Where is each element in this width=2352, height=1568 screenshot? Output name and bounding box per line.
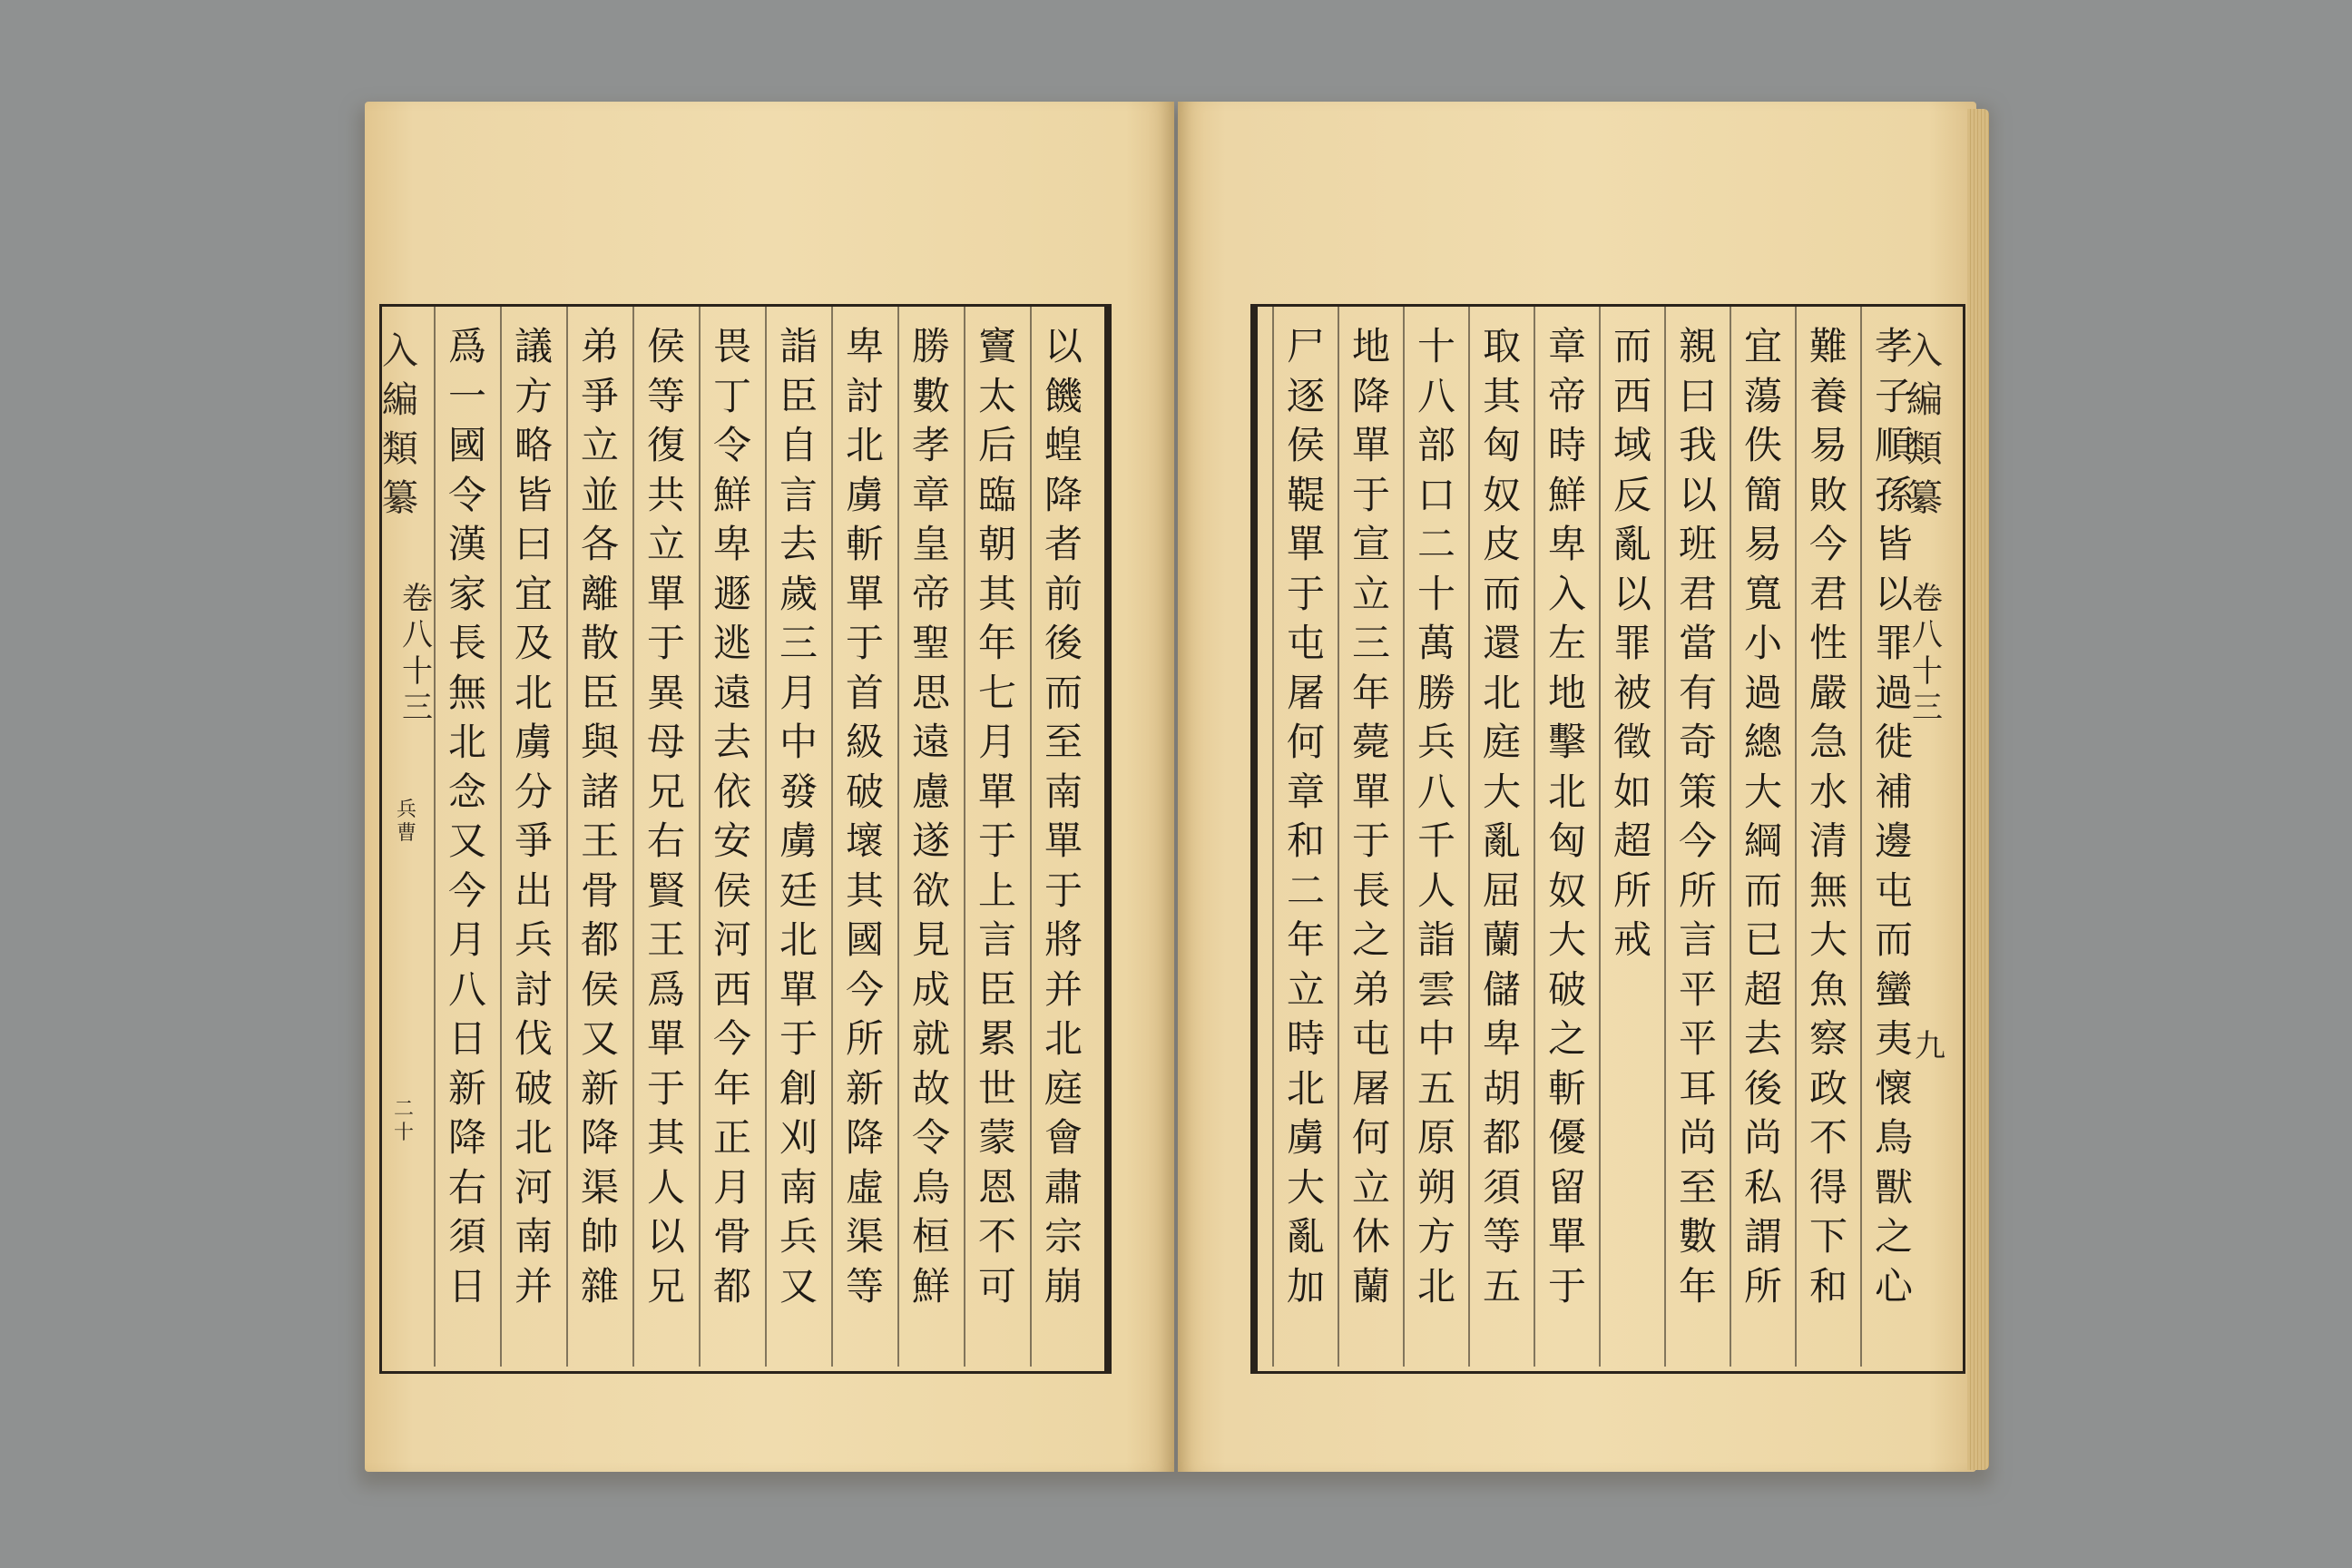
left-column-3: 勝數孝章皇帝聖思遠慮遂欲見成就故令烏桓鮮 xyxy=(911,324,950,1308)
left-column-2: 竇太后臨朝其年七月單于上言臣累世蒙恩不可 xyxy=(977,324,1016,1308)
right-margin-title: 入編類纂 xyxy=(1906,330,1943,519)
left-column-rule xyxy=(699,307,701,1367)
right-column-rule xyxy=(1599,307,1601,1367)
right-column-rule xyxy=(1664,307,1666,1367)
right-column-7: 取其匈奴皮而還北庭大亂屈蘭儲卑胡都須等五 xyxy=(1482,324,1521,1308)
right-margin-volume: 卷八十三 xyxy=(1912,581,1943,726)
right-column-rule xyxy=(1468,307,1470,1367)
left-column-rule xyxy=(765,307,767,1367)
left-column-rule xyxy=(566,307,568,1367)
right-column-rule xyxy=(1272,307,1274,1367)
left-column-8: 弟爭立並各離散臣與諸王骨都侯又新降渠帥雜 xyxy=(580,324,619,1308)
right-column-2: 難養易敗今君性嚴急水清無大魚察政不得下和 xyxy=(1808,324,1847,1308)
right-column-3: 宜蕩佚簡易寬小過總大綱而已超去後尚私謂所 xyxy=(1743,324,1782,1308)
right-column-rule xyxy=(1795,307,1797,1367)
left-column-5: 詣臣自言去歲三月中發虜廷北單于創刈南兵又 xyxy=(779,324,818,1308)
left-column-rule xyxy=(500,307,502,1367)
left-column-rule xyxy=(1030,307,1032,1367)
left-column-7: 侯等復共立單于異母兄右賢王爲單于其人以兄 xyxy=(646,324,685,1308)
left-column-10: 爲一國令漢家長無北念又今月八日新降右須日 xyxy=(447,324,486,1308)
left-column-1: 以饑蝗降者前後而至南單于將并北庭會肅宗崩 xyxy=(1044,324,1083,1308)
left-column-9: 議方略皆曰宜及北虜分爭出兵討伐破北河南并 xyxy=(514,324,553,1308)
right-column-rule xyxy=(1338,307,1339,1367)
right-margin-folio: 九 xyxy=(1915,1028,1945,1064)
right-column-9: 地降單于宣立三年薨單于長之弟屯屠何立休蘭 xyxy=(1351,324,1390,1308)
right-column-4: 親曰我以班君當有奇策今所言平平耳尚至數年 xyxy=(1678,324,1717,1308)
left-column-4: 卑討北虜斬單于首級破壞其國今所新降虛渠等 xyxy=(845,324,884,1308)
right-column-rule xyxy=(1403,307,1405,1367)
right-column-rule xyxy=(1534,307,1535,1367)
left-column-6: 畏丁令鮮卑遯逃遠去依安侯河西今年正月骨都 xyxy=(712,324,751,1308)
right-column-6: 章帝時鮮卑入左地擊北匈奴大破之斬優留單于 xyxy=(1547,324,1586,1308)
left-column-rule xyxy=(831,307,833,1367)
right-column-5: 而西域反亂以罪被徵如超所戒 xyxy=(1612,324,1651,962)
left-margin-section: 兵曹 xyxy=(396,799,416,845)
right-column-rule xyxy=(1730,307,1731,1367)
page-edge xyxy=(1967,109,1989,1470)
right-column-10: 尸逐侯鞮單于屯屠何章和二年立時北虜大亂加 xyxy=(1286,324,1325,1308)
left-margin-folio: 二十 xyxy=(393,1098,414,1144)
left-column-rule xyxy=(897,307,899,1367)
right-column-8: 十八部口二十萬勝兵八千人詣雲中五原朔方北 xyxy=(1416,324,1455,1308)
left-margin-title: 入編類纂 xyxy=(382,330,418,519)
left-column-rule xyxy=(632,307,634,1367)
left-margin-volume: 卷八十三 xyxy=(402,581,433,726)
left-column-rule xyxy=(964,307,965,1367)
right-column-1: 孝子順孫皆以罪過徙補邊屯而蠻夷懷鳥獸之心 xyxy=(1874,324,1913,1308)
left-column-rule xyxy=(434,307,436,1367)
right-column-rule xyxy=(1860,307,1862,1367)
